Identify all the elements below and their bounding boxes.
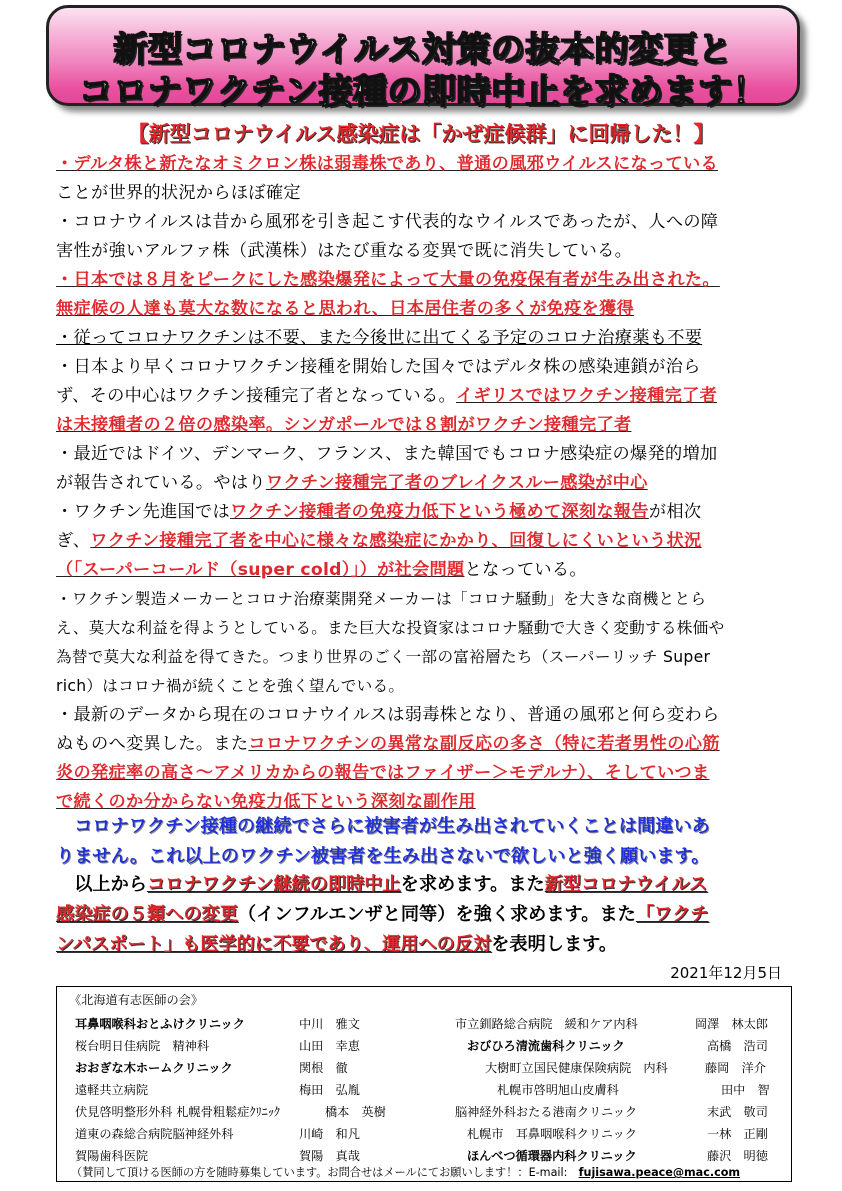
point-7-plain-b: が相次: [648, 502, 702, 522]
point-2-line-1: ・コロナウイルスは昔から風邪を引き起こす代表的なウイルスであったが、人への障: [56, 212, 719, 232]
recruitment-note: [71, 1164, 740, 1180]
document-date: 2021年12月5日: [670, 964, 782, 982]
sig-left-4-name: 梅田 弘胤: [299, 1083, 360, 1097]
group-name: 《北海道有志医師の会》: [69, 993, 204, 1007]
sig-left-6-clinic: 道東の森総合病院脳神経外科: [75, 1127, 234, 1141]
sig-right-4-clinic: 札幌市啓明旭山皮膚科: [497, 1083, 619, 1097]
point-9-plain: ぬものへ変異した。また: [56, 734, 249, 754]
point-1-line-2: ことが世界的状況からほぼ確定: [56, 183, 301, 203]
recruitment-text: （賛同して頂ける医師の方を随時募集しています。お問合せはメールにてお願いします！：E-mail:: [71, 1166, 568, 1179]
sig-left-3-clinic: おおぎな木ホームクリニック: [75, 1061, 233, 1075]
point-9-highlight-c: で続くのか分からない免疫力低下という深刻な副作用: [56, 792, 476, 812]
sig-right-7-clinic: ほんべつ循環器内科クリニック: [467, 1149, 637, 1163]
main-points: [56, 150, 786, 817]
demand-highlight-e: ンパスポート」も医学的に不要であり、運用への反対: [56, 934, 492, 955]
demand-line-1: [56, 870, 796, 900]
sig-right-3-name: 藤岡 洋介: [705, 1061, 766, 1075]
demand-paragraph: [56, 870, 796, 960]
point-8-line-4: rich）はコロナ禍が続くことを強く望んでいる。: [56, 677, 405, 695]
demand-line-3: [56, 930, 796, 960]
sig-right-4-name: 田中 智: [721, 1083, 770, 1097]
sig-right-2-name: 高橋 浩司: [707, 1039, 768, 1053]
point-7-plain-a: ・ワクチン先進国では: [56, 502, 231, 522]
point-7-plain-d: となっている。: [464, 560, 587, 580]
sig-left-4-clinic: 遠軽共立病院: [75, 1083, 149, 1097]
point-8-line-3: 為替で莫大な利益を得てきた。つまり世界のごく一部の富裕層たち（スーパーリッチ Super: [56, 648, 711, 666]
point-5-line-3: [56, 411, 786, 440]
sig-left-6-name: 川崎 和凡: [299, 1127, 360, 1141]
point-5-line-1: ・日本より早くコロナワクチン接種を開始した国々ではデルタ株の感染連鎖が治ら: [56, 357, 701, 377]
point-9-highlight-a: コロナワクチンの異常な副反応の多さ（特に若者男性の心筋: [248, 734, 720, 754]
point-4-text: ・従ってコロナワクチンは不要、また今後世に出てくる予定のコロナ治療薬も不要: [56, 328, 703, 348]
section-headline: 【新型コロナウイルス感染症は「かぜ症候群」に回帰した！】: [127, 122, 715, 146]
sig-right-5-name: 末武 敬司: [707, 1105, 768, 1119]
sig-right-6-name: 一林 正剛: [707, 1127, 768, 1141]
sig-right-3-clinic: 大樹町立国民健康保険病院 内科: [485, 1061, 668, 1075]
signatories-box: [56, 986, 792, 1182]
sig-left-7-name: 賀陽 真哉: [299, 1149, 360, 1163]
point-4: [56, 324, 786, 353]
point-7-plain-c: ぎ、: [56, 531, 91, 551]
banner-title-line-1: 新型コロナウイルス対策の抜本的変更と: [113, 30, 733, 70]
sig-right-1-name: 岡澤 林太郎: [695, 1017, 769, 1031]
sig-right-1-clinic: 市立釧路総合病院 緩和ケア内科: [455, 1017, 638, 1031]
sig-left-5-clinic: 伏見啓明整形外科 札幌骨粗鬆症ｸﾘﾆｯｸ: [75, 1105, 280, 1119]
point-3-highlight-a: ・日本では８月をピークにした感染爆発によって大量の免疫保有者が生み出された。: [56, 270, 720, 290]
title-banner: [46, 5, 800, 112]
contact-email-link[interactable]: fujisawa.peace@mac.com: [578, 1166, 741, 1179]
demand-highlight-a: コロナワクチン継続の即時中止: [146, 874, 401, 895]
point-7-highlight-b: ワクチン接種完了者を中心に様々な感染症にかかり、回復しにくいという状況: [90, 531, 702, 551]
point-3-highlight-b: 無症候の人達も莫大な数になると思われ、日本居住者の多くが免疫を獲得: [56, 299, 635, 319]
demand-highlight-d: 「ワクチ: [635, 904, 709, 925]
point-1-line-1: [56, 150, 786, 179]
point-6-line-1: ・最近ではドイツ、デンマーク、フランス、また韓国でもコロナ感染症の爆発的増加: [56, 444, 718, 464]
point-8-line-2: え、莫大な利益を得ようとしている。また巨大な投資家はコロナ騒動で大きく変動する株価や: [56, 619, 725, 637]
demand-text-a: 以上から: [56, 874, 147, 895]
point-7-line-1: [56, 498, 786, 527]
point-3-line-2: [56, 295, 786, 324]
point-1-highlight: ・デルタ株と新たなオミクロン株は弱毒株であり、普通の風邪ウイルスになっている: [56, 154, 718, 174]
demand-line-2: [56, 900, 796, 930]
sig-left-5-name: 橋本 英樹: [325, 1105, 386, 1119]
appeal-paragraph: [56, 812, 796, 872]
demand-highlight-c: 感染症の５類への変更: [56, 904, 238, 925]
sig-left-1-name: 中川 雅文: [299, 1017, 360, 1031]
banner-title-line-2: コロナワクチン接種の即時中止を求めます！: [78, 72, 768, 112]
point-6-highlight: ワクチン接種完了者のブレイクスルー感染が中心: [265, 473, 648, 493]
sig-left-3-name: 関根 徹: [299, 1061, 348, 1075]
sig-right-6-clinic: 札幌市 耳鼻咽喉科クリニック: [467, 1127, 637, 1141]
point-7-highlight-c: （「スーパーコールド（super cold）」）が社会問題: [56, 560, 465, 580]
point-5-highlight-b: は未接種者の２倍の感染率。シンガポールでは８割がワクチン接種完了者: [56, 415, 632, 435]
demand-text-d: を表明します。: [491, 934, 618, 955]
point-6-plain: が報告されている。やはり: [56, 473, 266, 493]
sig-right-2-clinic: おびひろ清流歯科クリニック: [467, 1039, 625, 1053]
point-5-plain: ず、その中心はワクチン接種完了者となっている。: [56, 386, 456, 406]
point-7-line-3: [56, 556, 786, 585]
point-9-line-1: ・最新のデータから現在のコロナウイルスは弱毒株となり、普通の風邪と何ら変わら: [56, 705, 720, 725]
point-8-line-1: ・ワクチン製造メーカーとコロナ治療薬開発メーカーは「コロナ騒動」を大きな商機ととら: [56, 590, 707, 608]
point-9-highlight-b: 炎の発症率の高さ～アメリカからの報告ではファイザー＞モデルナ）、そしていつま: [56, 763, 710, 783]
appeal-line-2: りません。これ以上のワクチン被害者を生み出さないで欲しいと強く願います。: [56, 846, 710, 867]
sig-right-7-name: 藤沢 明徳: [707, 1149, 768, 1163]
point-3-line-1: [56, 266, 786, 295]
point-2-line-2: 害性が強いアルファ株（武漢株）はたび重なる変異で既に消失している。: [56, 241, 633, 261]
sig-left-2-clinic: 桜台明日佳病院 精神科: [75, 1039, 210, 1053]
demand-highlight-b: 新型コロナウイルス: [544, 874, 708, 895]
point-6-line-2: [56, 469, 786, 498]
sig-right-5-clinic: 脳神経外科おたる港南クリニック: [455, 1105, 638, 1119]
sig-left-1-clinic: 耳鼻咽喉科おとふけクリニック: [75, 1017, 245, 1031]
point-5-line-2: [56, 382, 786, 411]
point-5-highlight-a: イギリスではワクチン接種完了者: [455, 386, 718, 406]
point-9-line-3: [56, 759, 786, 788]
sig-left-2-name: 山田 幸恵: [299, 1039, 360, 1053]
point-7-line-2: [56, 527, 786, 556]
point-7-highlight-a: ワクチン接種者の免疫力低下という極めて深刻な報告: [230, 502, 649, 522]
appeal-line-1: コロナワクチン接種の継続でさらに被害者が生み出されていくことは間違いあ: [56, 816, 710, 837]
point-9-line-2: [56, 730, 786, 759]
sig-left-7-clinic: 賀陽歯科医院: [75, 1149, 149, 1163]
demand-text-b: を求めます。また: [400, 874, 545, 895]
demand-text-c: （インフルエンザと同等）を強く求めます。また: [237, 904, 636, 925]
